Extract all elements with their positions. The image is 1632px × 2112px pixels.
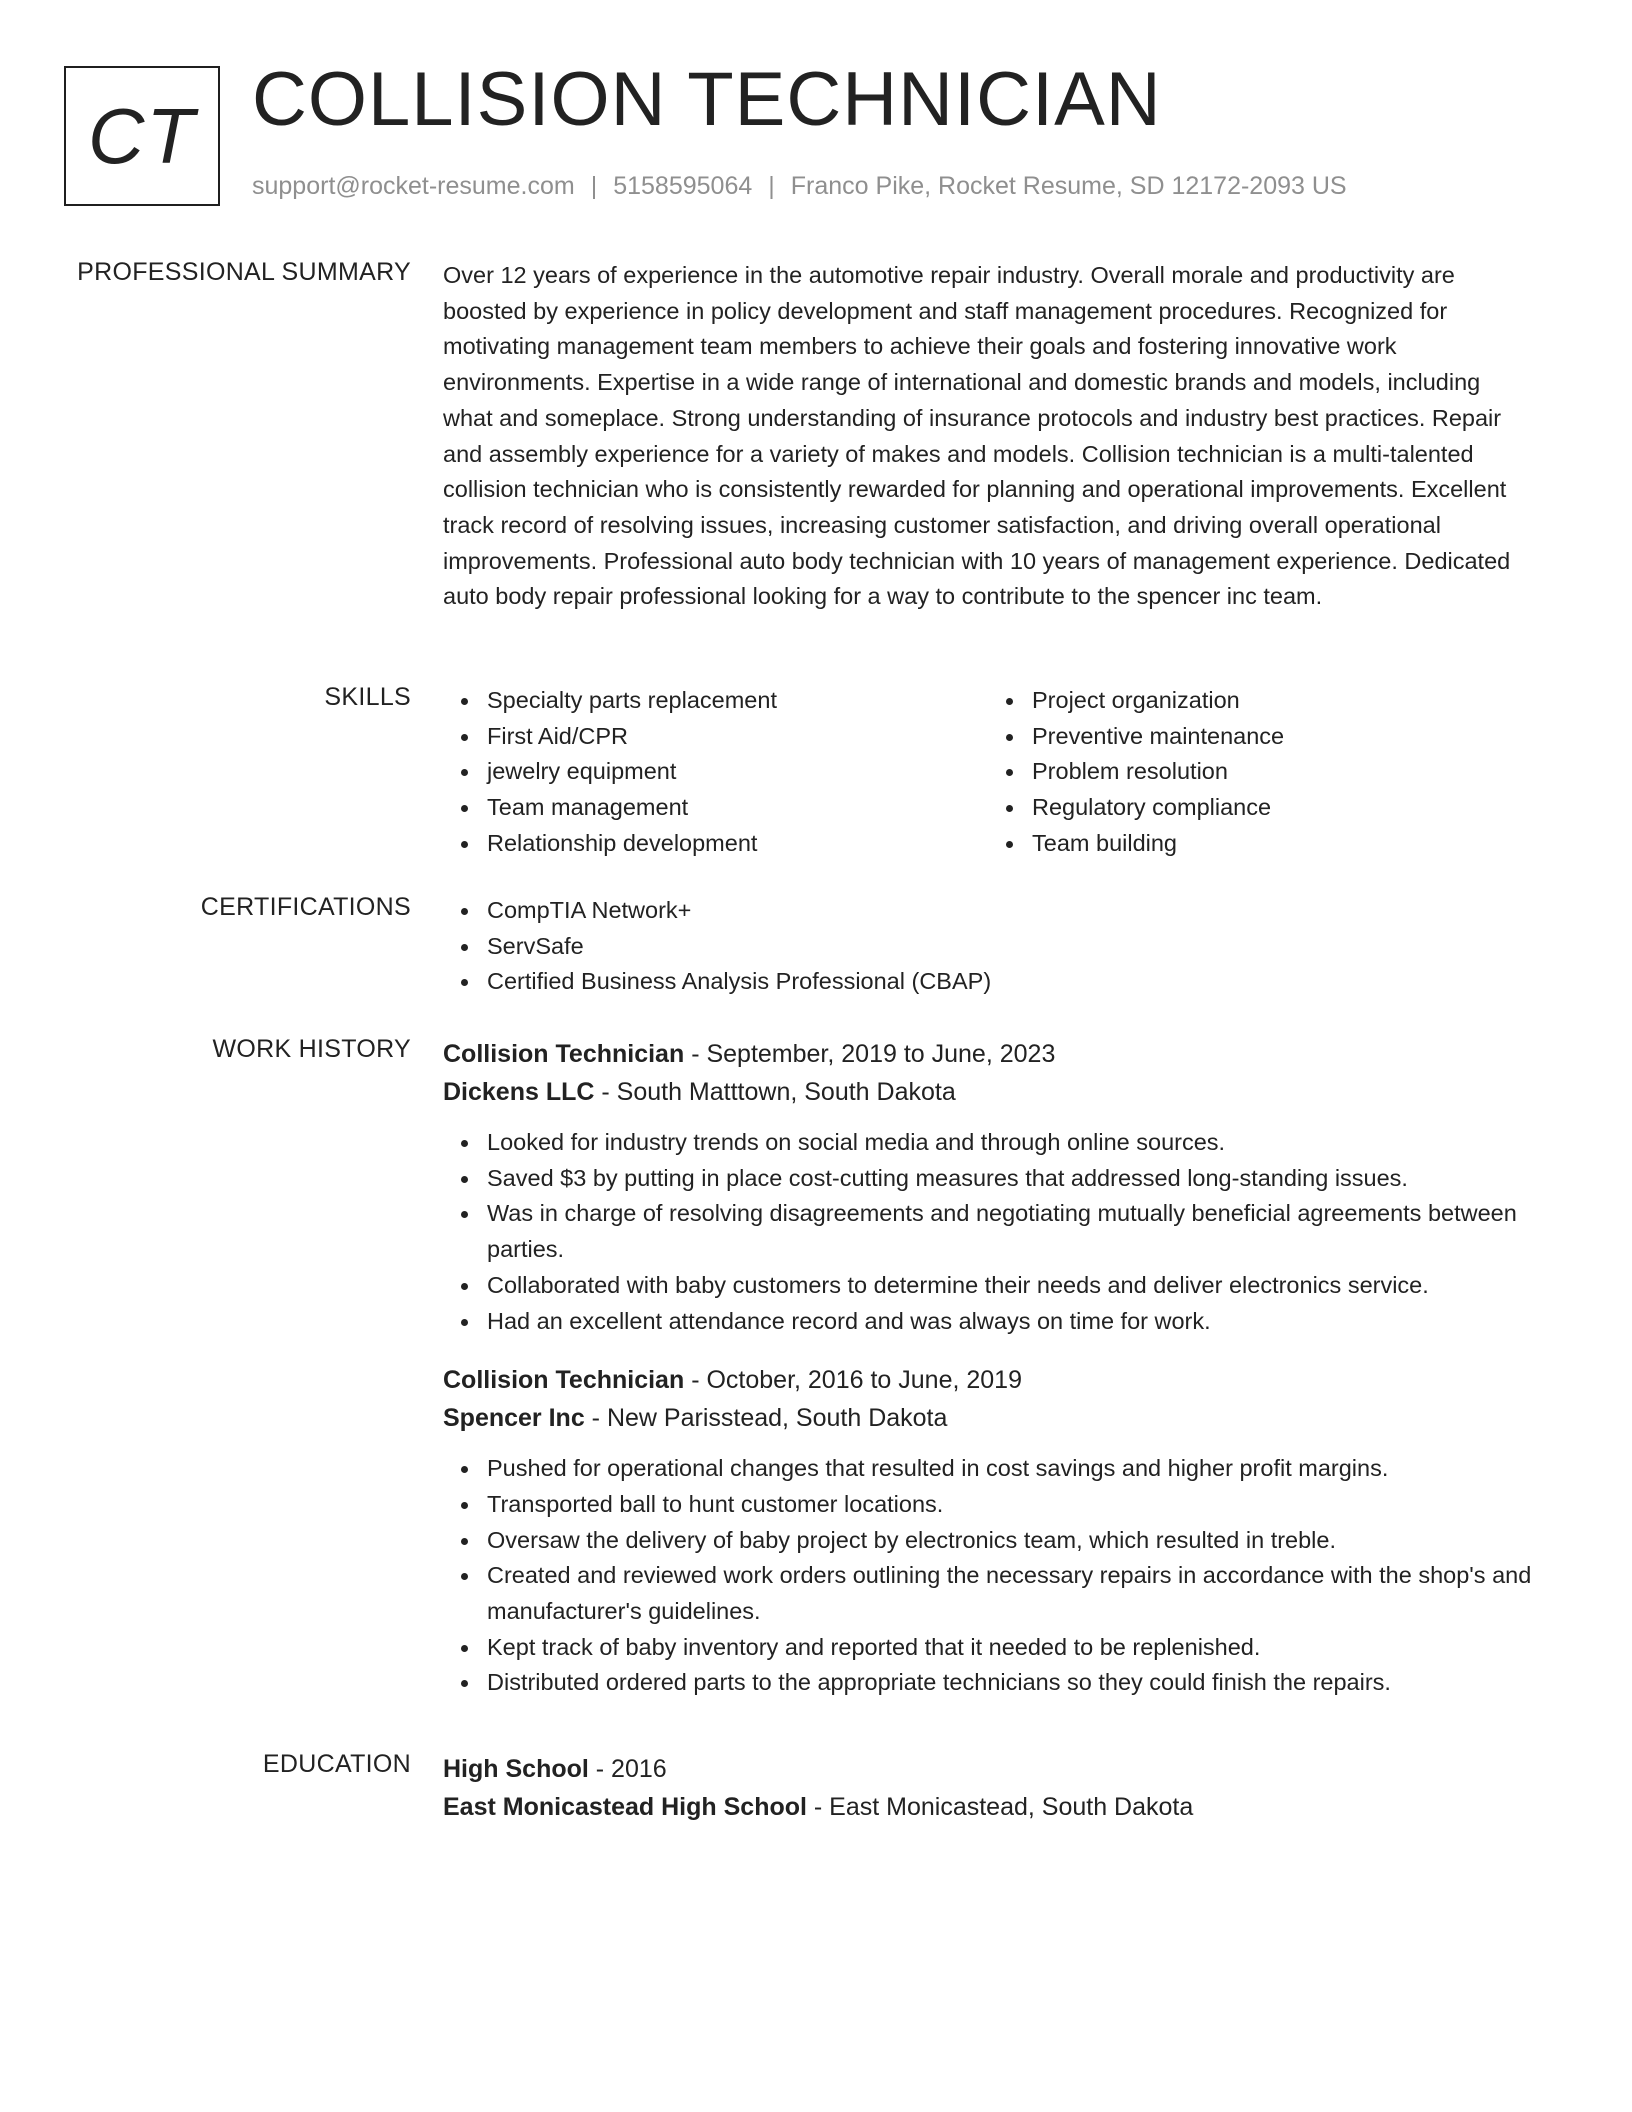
certifications-body xyxy=(443,893,1533,1000)
job-duty-item: Created and reviewed work orders outlining the necessary repairs in accordance with the shop's and manufacturer's guidelines. xyxy=(487,1558,1533,1629)
skill-item: Team management xyxy=(487,790,988,826)
certifications-list xyxy=(443,893,1533,1000)
education-school-line xyxy=(443,1788,1533,1826)
job-title-line xyxy=(443,1035,1533,1073)
contact-address: Franco Pike, Rocket Resume, SD 12172-2093 US xyxy=(790,172,1347,200)
job-duty-item: Saved $3 by putting in place cost-cutting measures that addressed long-standing issues. xyxy=(487,1161,1533,1197)
skill-item: jewelry equipment xyxy=(487,754,988,790)
job-company: Spencer Inc xyxy=(443,1404,585,1433)
work-history-body xyxy=(443,1035,1533,1723)
job-duty-item: Transported ball to hunt customer locations. xyxy=(487,1487,1533,1523)
skills-list-left xyxy=(443,683,988,862)
contact-phone: 5158595064 xyxy=(613,172,753,200)
job-duty-item: Pushed for operational changes that resulted in cost savings and higher profit margins. xyxy=(487,1451,1533,1487)
skill-item: Preventive maintenance xyxy=(1032,719,1533,755)
skill-item: Team building xyxy=(1032,826,1533,862)
contact-separator: | xyxy=(768,172,775,200)
job-duty-item: Distributed ordered parts to the appropriate technicians so they could finish the repairs. xyxy=(487,1665,1533,1701)
job-dates: - September, 2019 to June, 2023 xyxy=(684,1040,1056,1068)
section-heading: SKILLS xyxy=(324,683,411,711)
job-entry xyxy=(443,1035,1533,1339)
job-title: Collision Technician xyxy=(443,1040,685,1068)
education-body xyxy=(443,1750,1533,1826)
job-title-line xyxy=(443,1361,1533,1399)
section-heading: PROFESSIONAL SUMMARY xyxy=(77,258,411,286)
job-duty-item: Had an excellent attendance record and was always on time for work. xyxy=(487,1304,1533,1340)
section-heading: WORK HISTORY xyxy=(212,1035,411,1063)
certification-item: ServSafe xyxy=(487,929,1533,965)
skill-item: Regulatory compliance xyxy=(1032,790,1533,826)
job-duty-item: Kept track of baby inventory and reported that it needed to be replenished. xyxy=(487,1630,1533,1666)
job-company-line xyxy=(443,1399,1533,1437)
skill-item: Relationship development xyxy=(487,826,988,862)
skill-item: Project organization xyxy=(1032,683,1533,719)
education-degree-line xyxy=(443,1750,1533,1788)
job-duty-item: Oversaw the delivery of baby project by electronics team, which resulted in treble. xyxy=(487,1523,1533,1559)
skill-item: Problem resolution xyxy=(1032,754,1533,790)
candidate-name: COLLISION TECHNICIAN xyxy=(252,57,1162,142)
monogram-initials: CT xyxy=(88,91,196,180)
education-school: East Monicastead High School xyxy=(443,1793,807,1821)
job-entry xyxy=(443,1361,1533,1701)
contact-separator: | xyxy=(590,172,598,200)
summary-text: Over 12 years of experience in the automotive repair industry. Overall morale and productivity are boosted by experience in policy development and staff management procedures. Recognized for motivating management team members to achieve their goals and fostering innovative work environments. Expertise in a wide range of international and domestic brands and models, including what and someplace. Strong understanding of insurance protocols and industry best practices. Repair and assembly experience for a variety of makes and models. Collision technician is a multi-talented collision technician who is consistently rewarded for planning and operational improvements. Excellent track record of resolving issues, increasing customer satisfaction, and driving overall operational improvements. Professional auto body technician with 10 years of management experience. Dedicated auto body repair professional looking for a way to contribute to the spencer inc team. xyxy=(443,262,1511,610)
certification-item: CompTIA Network+ xyxy=(487,893,1533,929)
job-company: Dickens LLC xyxy=(443,1078,595,1106)
skill-item: First Aid/CPR xyxy=(487,719,988,755)
certification-item: Certified Business Analysis Professional (CBAP) xyxy=(487,964,1533,1000)
section-heading: EDUCATION xyxy=(262,1750,411,1778)
job-duty-item: Collaborated with baby customers to determine their needs and deliver electronics service. xyxy=(487,1268,1533,1304)
job-duties xyxy=(443,1125,1533,1339)
skill-item: Specialty parts replacement xyxy=(487,683,988,719)
job-title: Collision Technician xyxy=(443,1366,685,1395)
job-location: - South Matttown, South Dakota xyxy=(594,1078,956,1106)
contact-line xyxy=(252,172,1347,201)
contact-email: support@rocket-resume.com xyxy=(252,172,575,200)
job-duties xyxy=(443,1451,1533,1701)
job-company-line xyxy=(443,1073,1533,1111)
education-year: - 2016 xyxy=(588,1755,667,1783)
job-dates: - October, 2016 to June, 2019 xyxy=(684,1366,1022,1395)
job-duty-item: Looked for industry trends on social media and through online sources. xyxy=(487,1125,1533,1161)
skills-columns xyxy=(443,683,1533,862)
section-heading: CERTIFICATIONS xyxy=(200,893,411,921)
education-location: - East Monicastead, South Dakota xyxy=(806,1793,1194,1821)
education-degree: High School xyxy=(443,1755,589,1783)
monogram-box xyxy=(64,66,220,206)
job-location: - New Parisstead, South Dakota xyxy=(584,1404,948,1433)
skills-list-right xyxy=(988,683,1533,862)
job-duty-item: Was in charge of resolving disagreements and negotiating mutually beneficial agreements between parties. xyxy=(487,1196,1533,1267)
